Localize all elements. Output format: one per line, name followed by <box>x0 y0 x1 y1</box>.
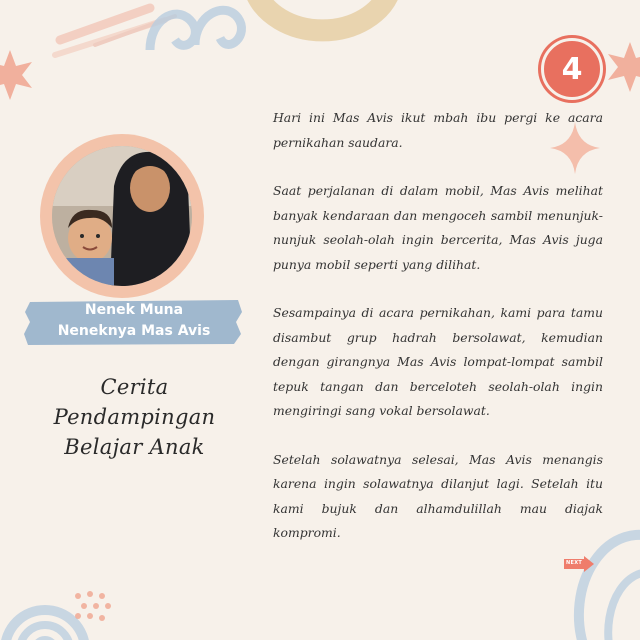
story-paragraph: Sesampainya di acara pernikahan, kami para tamu disambut grup hadrah bersolawat, kemudian dengan girangnya Mas Avis lompat-lompat sambil tepuk tangan dan berceloteh seolah-olah ingin mengiringi sang vokal bersolawat. <box>273 305 603 418</box>
story-paragraph: Hari ini Mas Avis ikut mbah ibu pergi ke acara pernikahan saudara. <box>273 110 603 150</box>
title-line-1: Cerita Pendampingan <box>53 375 216 429</box>
page-number-badge: 4 <box>541 38 603 100</box>
page-title <box>32 372 237 462</box>
story-text <box>273 106 603 570</box>
dots-decoration <box>75 591 111 621</box>
coral-star-right-decoration <box>608 42 640 92</box>
grandmother-and-child-photo <box>52 146 192 286</box>
story-paragraph: Setelah solawatnya selesai, Mas Avis menangis karena ingin solawatnya dilanjut lagi. Setelah itu kami bujuk dan alhamdulillah mau diajak kompromi. <box>273 451 603 540</box>
title-line-2: Belajar Anak <box>64 435 205 459</box>
profile-caption <box>26 300 242 342</box>
story-paragraph: Saat perjalanan di dalam mobil, Mas Avis melihat banyak kendaraan dan mengoceh sambil menunjuk-nunjuk seolah-olah ingin bercerita, Mas Avis juga punya mobil seperti yang dilihat. <box>273 183 603 272</box>
coral-star-left-decoration <box>0 50 32 100</box>
bottom-left-rings-decoration <box>5 610 85 640</box>
next-button-label[interactable]: NEXT <box>566 560 583 566</box>
blue-loops-decoration <box>150 10 242 50</box>
profile-photo <box>52 146 192 286</box>
caption-role: Neneknya Mas Avis <box>57 323 211 339</box>
caption-name: Nenek Muna <box>84 302 184 318</box>
tan-arc-decoration <box>255 0 390 30</box>
